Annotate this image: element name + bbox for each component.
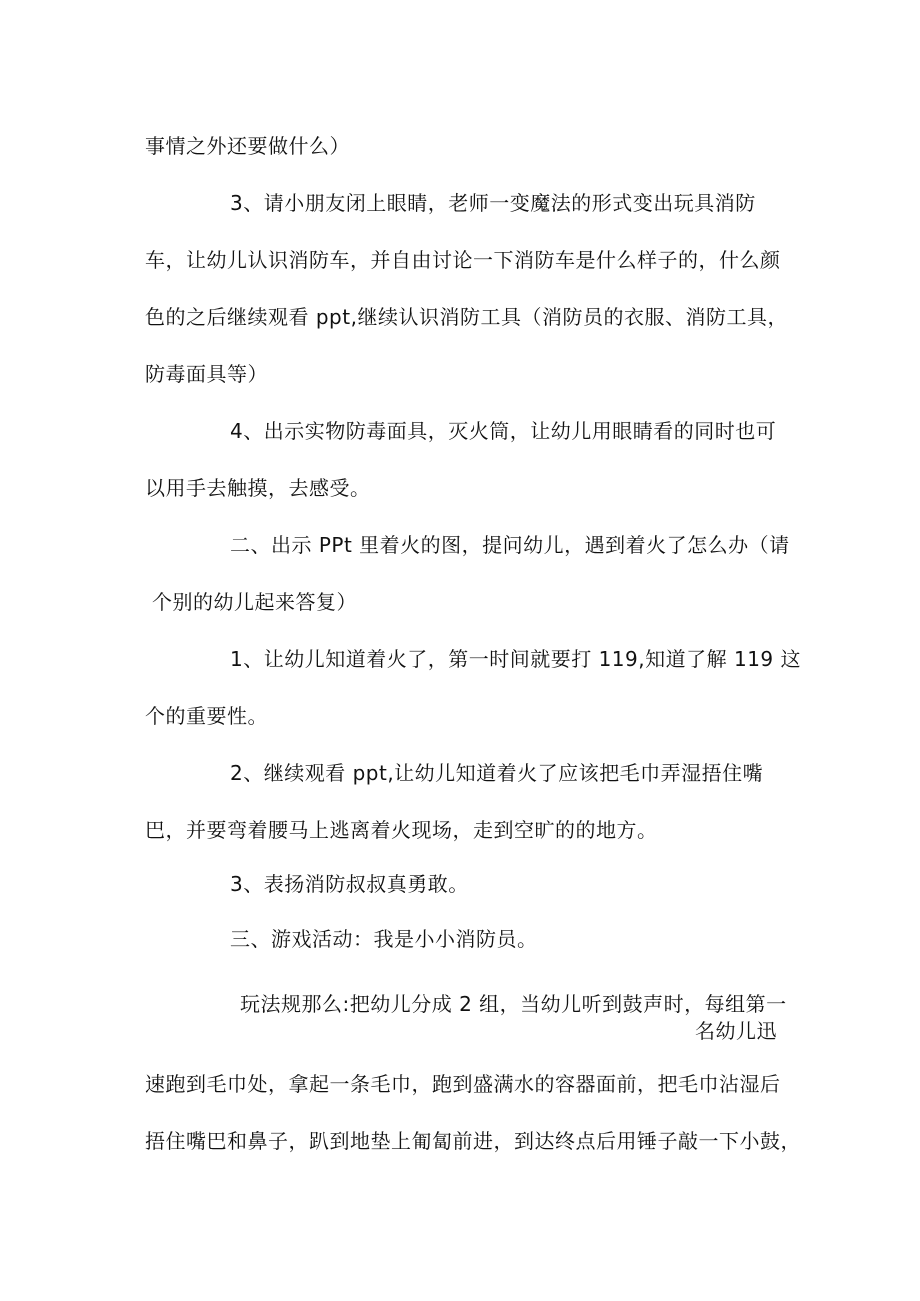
text-line-11: 个的重要性。	[145, 704, 268, 728]
text-line-19: 捂住嘴巴和鼻子，趴到地垫上匍匐前进，到达终点后用锤子敲一下小鼓，	[145, 1129, 801, 1153]
text-line-5: 防毒面具等）	[145, 362, 268, 386]
text-line-18: 速跑到毛巾处，拿起一条毛巾，跑到盛满水的容器面前，把毛巾沾湿后	[145, 1072, 781, 1096]
text-line-2: 3、请小朋友闭上眼睛，老师一变魔法的形式变出玩具消防	[230, 191, 756, 215]
text-line-16: 玩法规那么:把幼儿分成 2 组，当幼儿听到鼓声时，每组第一	[240, 992, 787, 1016]
text-line-14: 3、表扬消防叔叔真勇敢。	[230, 872, 469, 896]
text-line-17: 名幼儿迅	[695, 1019, 777, 1043]
text-line-1: 事情之外还要做什么）	[145, 134, 350, 158]
text-line-9: 个别的幼儿起来答复）	[152, 590, 357, 614]
text-line-15: 三、游戏活动：我是小小消防员。	[230, 927, 538, 951]
text-line-7: 以用手去触摸，去感受。	[145, 476, 371, 500]
text-line-10: 1、让幼儿知道着火了，第一时间就要打 119,知道了解 119 这	[230, 647, 802, 671]
text-line-6: 4、出示实物防毒面具，灭火筒，让幼儿用眼睛看的同时也可	[230, 419, 777, 443]
text-line-12: 2、继续观看 ppt,让幼儿知道着火了应该把毛巾弄湿捂住嘴	[230, 761, 764, 785]
text-line-3: 车，让幼儿认识消防车，并自由讨论一下消防车是什么样子的，什么颜	[145, 248, 781, 272]
text-line-4: 色的之后继续观看 ppt,继续认识消防工具（消防员的衣服、消防工具，	[145, 305, 788, 329]
text-line-8: 二、出示 PPt 里着火的图，提问幼儿，遇到着火了怎么办（请	[230, 533, 790, 557]
text-line-13: 巴，并要弯着腰马上逃离着火现场，走到空旷的的地方。	[145, 818, 658, 842]
